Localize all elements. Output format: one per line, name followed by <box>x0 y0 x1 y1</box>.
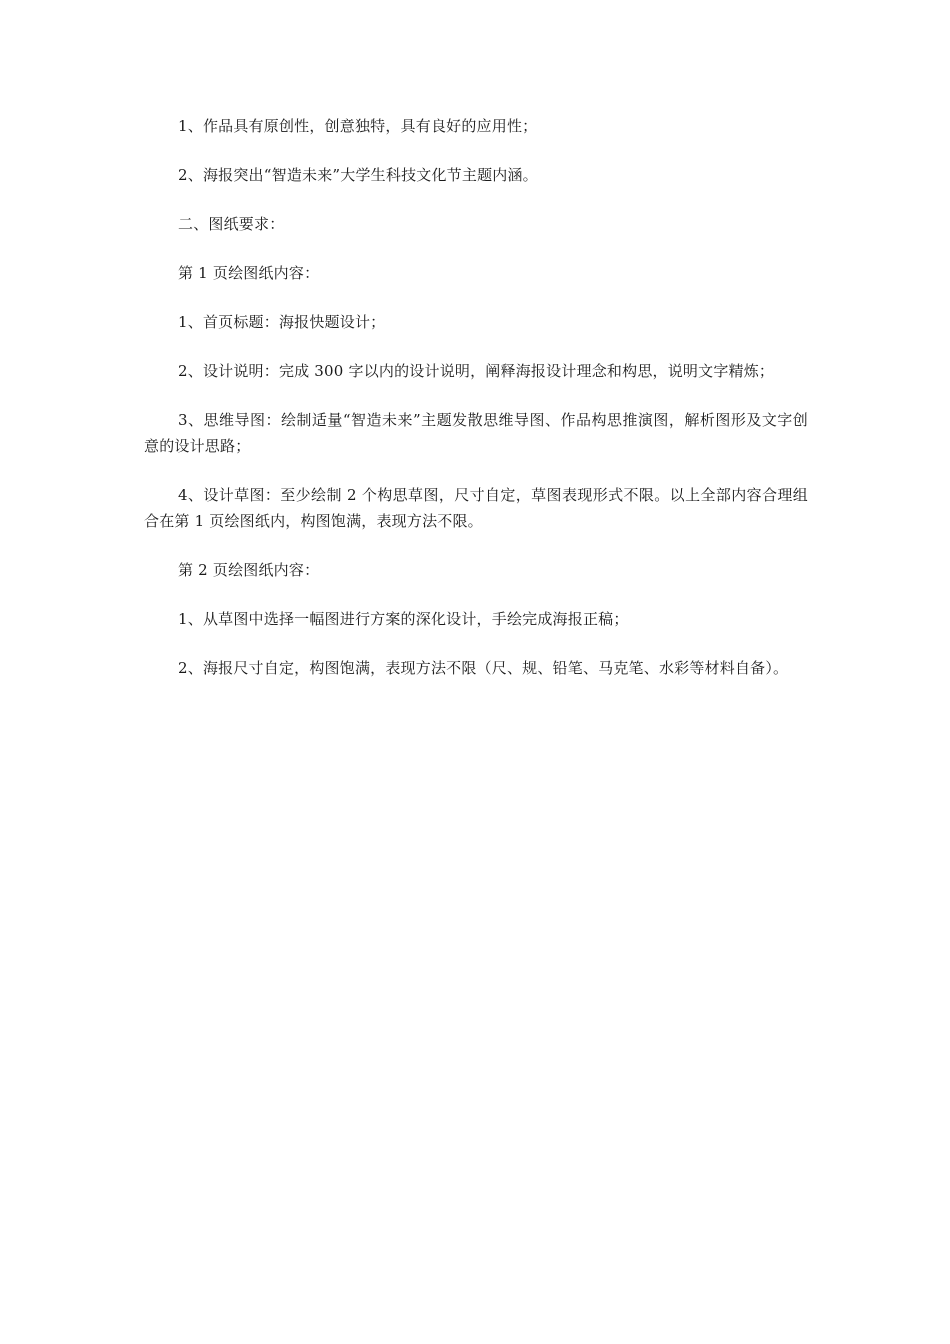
document-body <box>144 113 808 704</box>
requirement-item-theme: 2、海报突出“智造未来”大学生科技文化节主题内涵。 <box>178 166 538 184</box>
page2-item-poster-size: 2、海报尺寸自定，构图饱满，表现方法不限（尺、规、铅笔、马克笔、水彩等材料自备）。 <box>178 659 789 677</box>
page2-heading: 第 2 页绘图纸内容： <box>178 561 320 579</box>
page2-item-final-design: 1、从草图中选择一幅图进行方案的深化设计，手绘完成海报正稿； <box>178 610 629 628</box>
requirement-item-originality: 1、作品具有原创性，创意独特，具有良好的应用性； <box>178 117 538 135</box>
page1-item-sketches: 4、设计草图：至少绘制 2 个构思草图，尺寸自定，草图表现形式不限。以上全部内容合理组合在第 1 页绘图纸内，构图饱满，表现方法不限。 <box>144 486 808 530</box>
page1-heading: 第 1 页绘图纸内容： <box>178 264 320 282</box>
page1-item-title: 1、首页标题：海报快题设计； <box>178 313 386 331</box>
page1-item-design-description: 2、设计说明：完成 300 字以内的设计说明，阐释海报设计理念和构思，说明文字精炼； <box>178 362 775 380</box>
page1-item-mind-map: 3、思维导图：绘制适量“智造未来”主题发散思维导图、作品构思推演图，解析图形及文字创意的设计思路； <box>144 411 808 455</box>
section-heading-drawing-requirements: 二、图纸要求： <box>178 215 285 233</box>
